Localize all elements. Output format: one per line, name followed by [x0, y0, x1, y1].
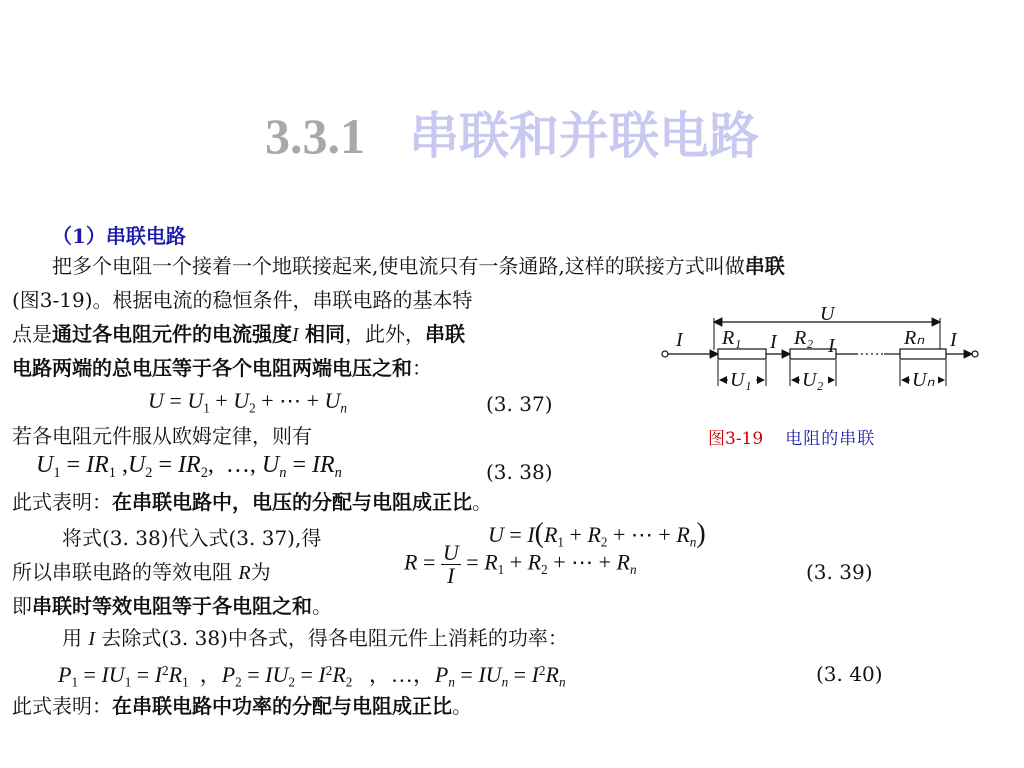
text-span: (图3-19)。根据电流的稳恒条件，串联电路的基本特 [12, 288, 473, 312]
label-U1: U₁ [730, 369, 752, 391]
figure-caption-text: 电阻的串联 [785, 429, 876, 449]
left-terminal [662, 351, 668, 357]
figure-number: 图3-19 [708, 429, 764, 449]
text-span: 所以串联电路的等效电阻 [12, 560, 239, 584]
text-span: 此式表明： [12, 490, 112, 514]
equation-3-39: R = $\frac{U}{I}$ = $R_1 + R_2$ + ⋯ + $R_n$ [404, 540, 637, 588]
paragraph-line: 将式(3. 38)代入式(3. 37),得 [62, 526, 322, 550]
label-I-right: I [950, 329, 957, 351]
equation-number: (3. 37) [486, 392, 553, 416]
label-I-mid: I [770, 331, 777, 353]
text-span: 。 [472, 490, 492, 514]
label-U2: U₂ [802, 369, 824, 391]
math-variable: I [88, 628, 96, 650]
figure-caption [708, 424, 875, 449]
equation-3-40: $P_1 = IU_1 = I^2R_1$ ，$P_2 = IU_2 = I^2R_2$ ，…，$P_n = IU_n = I^2R_n$ [58, 662, 566, 690]
bold-term: 串联 [425, 322, 466, 346]
text-span: 把多个电阻一个接着一个地联接起来,使电流只有一条通路,这样的联接方式叫做 [52, 254, 745, 278]
paragraph-line [12, 322, 465, 347]
bold-term: 串联 [744, 254, 785, 278]
paragraph-line: 若各电阻元件服从欧姆定律，则有 [12, 424, 312, 448]
label-I-left: I [676, 329, 683, 351]
bold-term: 相同 [305, 322, 346, 346]
paragraph-line [12, 288, 473, 312]
paragraph-line [12, 594, 332, 618]
text-span: 此式表明： [12, 694, 112, 718]
label-Rn: Rₙ [904, 327, 925, 349]
text-span: 用 [62, 626, 89, 650]
title-text: 串联和并联电路 [409, 107, 759, 165]
label-R2: R₂ [794, 327, 814, 349]
math-variable: I [292, 324, 299, 346]
text-span: 点是 [12, 322, 52, 346]
text-span: ，此外， [345, 322, 426, 346]
label-R1: R₁ [722, 327, 742, 349]
text-span: ： [412, 356, 432, 380]
equation-number: (3. 39) [806, 560, 873, 584]
equation-3-37: $U = U_1 + U_2$ + ⋯ + $U_n$ [148, 388, 348, 416]
equation-number: (3. 40) [816, 662, 883, 686]
bold-term: 通过各电阻元件的电流强度 [52, 322, 292, 346]
paragraph-line [12, 356, 432, 380]
text-span: 。 [452, 694, 472, 718]
paragraph-line [12, 694, 472, 718]
paragraph-line [52, 254, 785, 278]
resistor-Rn [900, 349, 946, 359]
paragraph-line [12, 490, 492, 514]
equation-3-38: $U_1 = IR_1$ $,U_2 = IR_2$, …, $U_n = IR_n$ [36, 452, 342, 482]
paragraph-line [62, 626, 568, 651]
equation-substituted: $U = I(R_1 + R_2$ + ⋯ + $R_n$) [488, 518, 706, 550]
label-Un: Uₙ [912, 369, 935, 391]
right-terminal [972, 351, 978, 357]
text-span: 即 [12, 594, 32, 618]
bold-term: 串联时等效电阻等于各电阻之和 [32, 594, 312, 618]
series-circuit-figure [656, 304, 986, 400]
bold-term: 在串联电路中功率的分配与电阻成正比 [112, 694, 452, 718]
text-span: 为 [250, 560, 271, 584]
label-I-mid2: I [828, 335, 835, 357]
section-heading: （1）串联电路 [52, 224, 186, 248]
bold-term: 电路两端的总电压等于各个电阻两端电压之和 [12, 356, 412, 380]
label-U: U [820, 304, 835, 325]
math-variable: R [238, 562, 251, 584]
bold-term: 在串联电路中，电压的分配与电阻成正比 [112, 490, 472, 514]
equation-number: (3. 38) [486, 460, 553, 484]
text-span: 去除式(3. 38)中各式，得各电阻元件上消耗的功率： [95, 626, 568, 650]
text-span: 。 [312, 594, 332, 618]
paragraph-line [12, 560, 271, 585]
title-number: 3.3.1 [265, 108, 365, 164]
resistor-R1 [718, 349, 766, 359]
page-title [0, 104, 1024, 168]
